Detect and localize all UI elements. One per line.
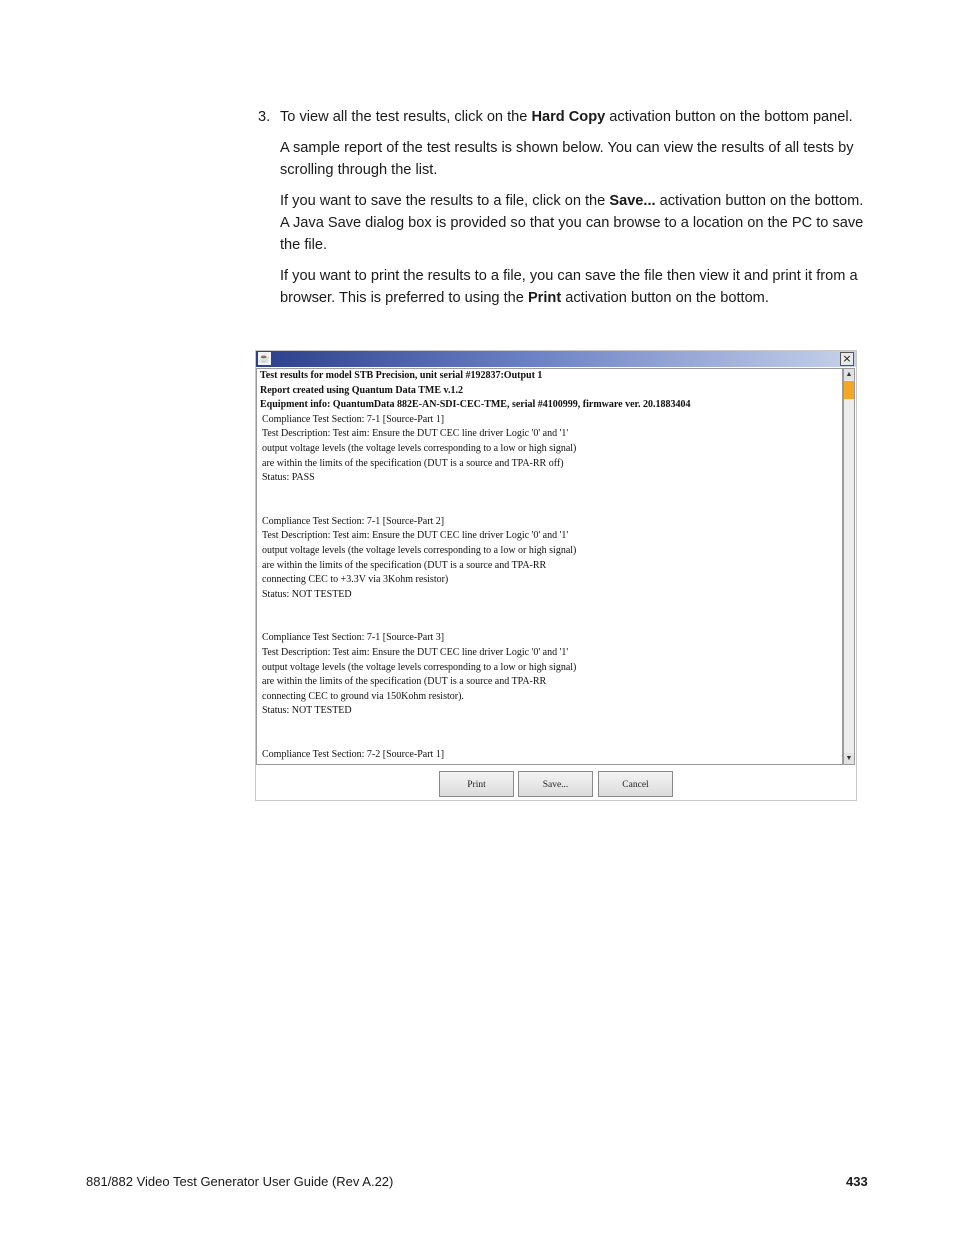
report-line: Compliance Test Section: 7-1 [Source-Part 2] [262,515,445,527]
report-line: Status: PASS [262,472,315,484]
scroll-down-arrow-icon[interactable]: ▼ [845,755,853,762]
report-line: Compliance Test Section: 7-2 [Source-Part 1] [262,748,445,760]
report-section [257,748,842,763]
report-line: Status: NOT TESTED [262,588,352,600]
report-header-line: Test results for model STB Precision, unit serial #192837:Output 1 [260,370,543,381]
save-button[interactable]: Save... [518,771,593,797]
hard-copy-term: Hard Copy [531,109,606,125]
report-line: Test Description: Test aim: Ensure the DUT CEC line driver Logic '0' and '1' [262,428,569,440]
report-line: Compliance Test Section: 7-1 [Source-Part 3] [262,632,445,644]
report-section [257,631,842,719]
report-text-area[interactable] [256,368,843,765]
cancel-button[interactable]: Cancel [598,771,673,797]
paragraph-hard-copy: To view all the test results, click on the Hard Copy activation button on the bottom panel. [280,109,853,125]
report-sections [257,413,842,763]
section-spacer [257,602,842,631]
report-line: output voltage levels (the voltage levels corresponding to a low or high signal) [262,661,577,673]
footer-title: 881/882 Video Test Generator User Guide (Rev A.22) [86,1174,394,1189]
java-icon: ☕ [258,353,271,363]
report-line: Test Description: Test aim: Ensure the DUT CEC line driver Logic '0' and '1' [262,530,569,542]
paragraph-save: If you want to save the results to a file, click on the Save... activation button on the bottom. A Java Save dialog box is provided so that you can browse to a location on the PC to save the file. [280,193,864,253]
report-line: output voltage levels (the voltage levels corresponding to a low or high signal) [262,442,577,454]
paragraph-print: If you want to print the results to a file, you can save the file then view it and print it from a browser. This is preferred to using the Print activation button on the bottom. [280,268,858,306]
report-line: Status: NOT TESTED [262,705,352,717]
report-header-line: Report created using Quantum Data TME v.1.2 [260,384,463,396]
report-line: are within the limits of the specification (DUT is a source and TPA-RR off) [262,457,564,469]
vertical-scrollbar[interactable] [843,368,855,765]
report-section [257,515,842,603]
report-line: connecting CEC to +3.3V via 3Kohm resistor) [262,574,449,586]
print-term: Print [527,290,562,306]
scrollbar-thumb[interactable] [844,381,854,399]
paragraph-sample-report: A sample report of the test results is shown below. You can view the results of all tests by scrolling through the list. [280,140,854,178]
report-line: are within the limits of the specification (DUT is a source and TPA-RR [262,676,547,688]
dialog-titlebar[interactable] [256,351,856,367]
test-results-dialog [255,350,857,801]
step-number: 3. [258,109,271,125]
section-spacer [257,486,842,515]
report-header-line: Equipment info: QuantumData 882E-AN-SDI-CEC-TME, serial #4100999, firmware ver. 20.1883404 [260,399,691,411]
step-3-instructions [258,106,870,318]
save-term: Save... [609,193,656,209]
report-line: output voltage levels (the voltage levels corresponding to a low or high signal) [262,544,577,556]
report-line: Compliance Test Section: 7-1 [Source-Part 1] [262,413,445,425]
page-number: 433 [846,1174,868,1189]
report-line: connecting CEC to ground via 150Kohm resistor). [262,690,464,702]
report-section [257,413,842,486]
report-line: Test Description: Test aim: Ensure the DUT CEC line driver Logic '0' and '1' [262,646,569,658]
section-spacer [257,719,842,748]
report-header [257,369,842,413]
print-button[interactable]: Print [439,771,514,797]
scroll-up-arrow-icon[interactable]: ▲ [845,371,853,378]
close-icon[interactable]: × [840,352,854,366]
report-line: are within the limits of the specification (DUT is a source and TPA-RR [262,559,547,571]
